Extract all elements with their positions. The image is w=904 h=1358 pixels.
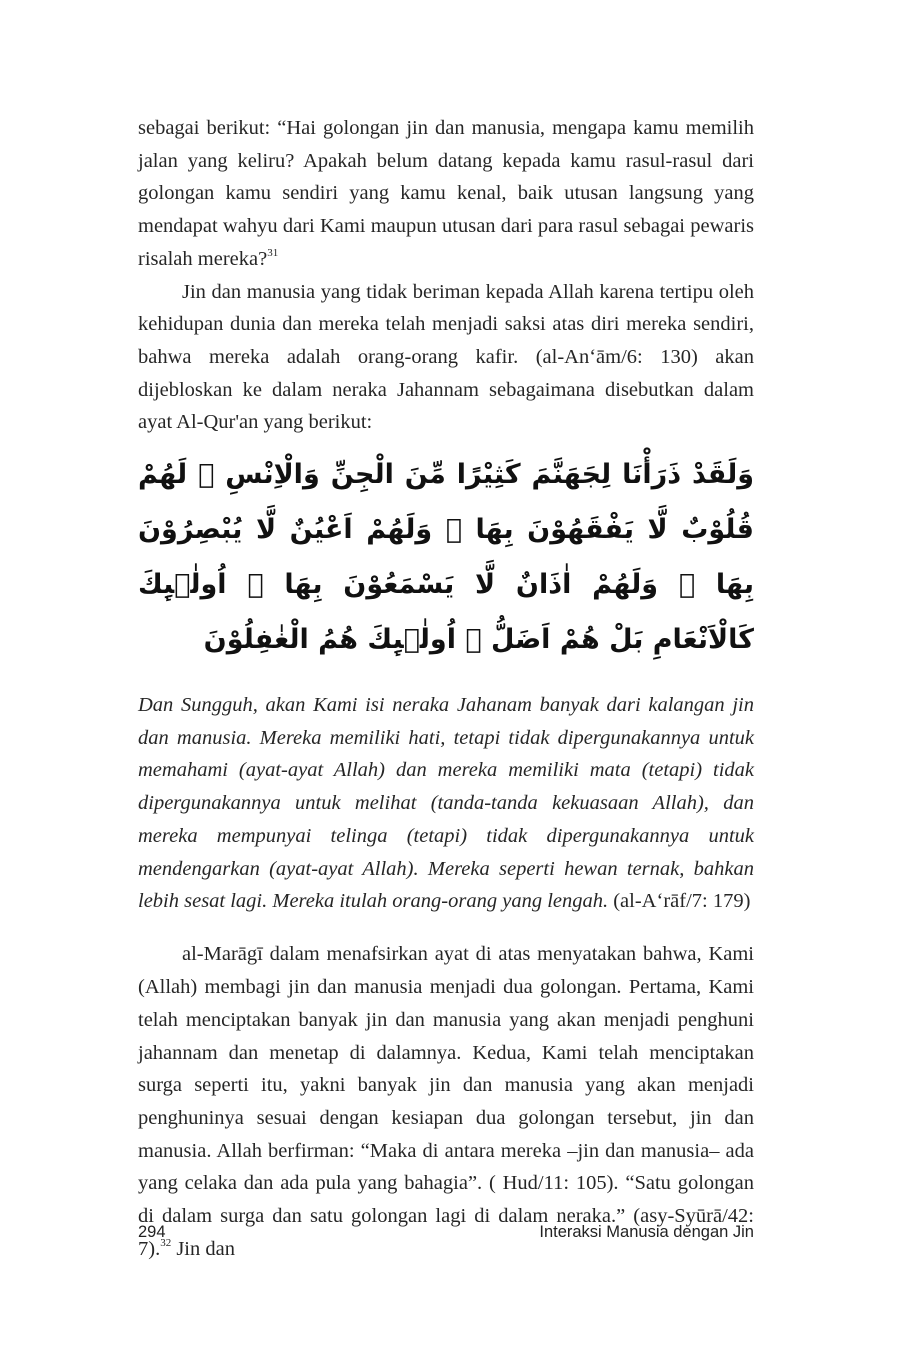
paragraph-jin-manusia (138, 276, 754, 440)
footnote-reference[interactable]: 32 (160, 1236, 172, 1249)
paragraph-text: sebagai berikut: “Hai golongan jin dan manusia, mengapa kamu memilih jalan yang keliru? Apakah belum datang kepada kamu rasul-rasul dari golongan kamu sendiri yang kamu kenal, baik utusan langsung yang mendapat wahyu dari Kami maupun utusan dari para rasul sebagai pewaris risalah mereka? (138, 117, 754, 270)
page-number: 294 (138, 1223, 166, 1241)
page-footer (138, 1223, 754, 1247)
running-title: Interaksi Manusia dengan Jin (539, 1223, 754, 1241)
quran-verse-arabic: وَلَقَدْ ذَرَأْنَا لِجَهَنَّمَ كَثِيْرًا مِّنَ الْجِنِّ وَالْاِنْسِ ۖ لَهُمْ قُلُوْبٌ لَّا يَفْقَهُوْنَ بِهَا ۖ وَلَهُمْ اَعْيُنٌ لَّا يُبْصِرُوْنَ بِهَا ۖ وَلَهُمْ اٰذَانٌ لَّا يَسْمَعُوْنَ بِهَا ۗ اُولٰۤىِٕكَ كَالْاَنْعَامِ بَلْ هُمْ اَضَلُّ ۗ اُولٰۤىِٕكَ هُمُ الْغٰفِلُوْنَ (138, 459, 754, 656)
footnote-reference[interactable]: 31 (267, 246, 279, 259)
paragraph-text: al-Marāgī dalam menafsirkan ayat di atas menyatakan bahwa, Kami (Allah) membagi jin dan manusia menjadi dua golongan. Pertama, Kami telah menciptakan banyak jin dan manusia yang akan menjadi penghuni jahannam dan menetap di dalamnya. Kedua, Kami telah menciptakan surga seperti itu, yakni banyak jin dan manusia yang akan menjadi penghuninya sesuai dengan kesiapan dua golongan tersebut, jin dan manusia. Allah berfirman: “Maka di antara mereka –jin dan manusia– ada yang celaka dan ada pula yang bahagia”. ( Hud/11: 105). “Satu golongan di dalam surga dan satu golongan lagi di dalam neraka.” (asy-Syūrā/42: 7). (138, 943, 754, 1260)
quran-verse-translation (138, 689, 754, 918)
verse-reference: (al-A‘rāf/7: 179) (613, 890, 751, 913)
paragraph-quote-continuation (138, 112, 754, 276)
paragraph-al-maragi (138, 938, 754, 1265)
paragraph-continuation: Jin dan (171, 1237, 235, 1260)
page-body (138, 112, 754, 1265)
paragraph-text: Jin dan manusia yang tidak beriman kepada Allah karena tertipu oleh kehidupan dunia dan mereka telah menjadi saksi atas diri mereka sendiri, bahwa mereka adalah orang-orang kafir. (al-An‘ām/6: 130) akan dijebloskan ke dalam neraka Jahannam sebagaimana disebutkan dalam ayat Al-Qur'an yang berikut: (138, 280, 754, 434)
translation-text: Dan Sungguh, akan Kami isi neraka Jahanam banyak dari kalangan jin dan manusia. Mereka memiliki hati, tetapi tidak dipergunakannya untuk memahami (ayat-ayat Allah) dan mereka memiliki mata (tetapi) tidak dipergunakannya untuk melihat (tanda-tanda kekuasaan Allah), dan mereka mempunyai telinga (tetapi) tidak dipergunakannya untuk mendengarkan (ayat-ayat Allah). Mereka seperti hewan ternak, bahkan lebih sesat lagi. Mereka itulah orang-orang yang lengah. (138, 694, 754, 913)
